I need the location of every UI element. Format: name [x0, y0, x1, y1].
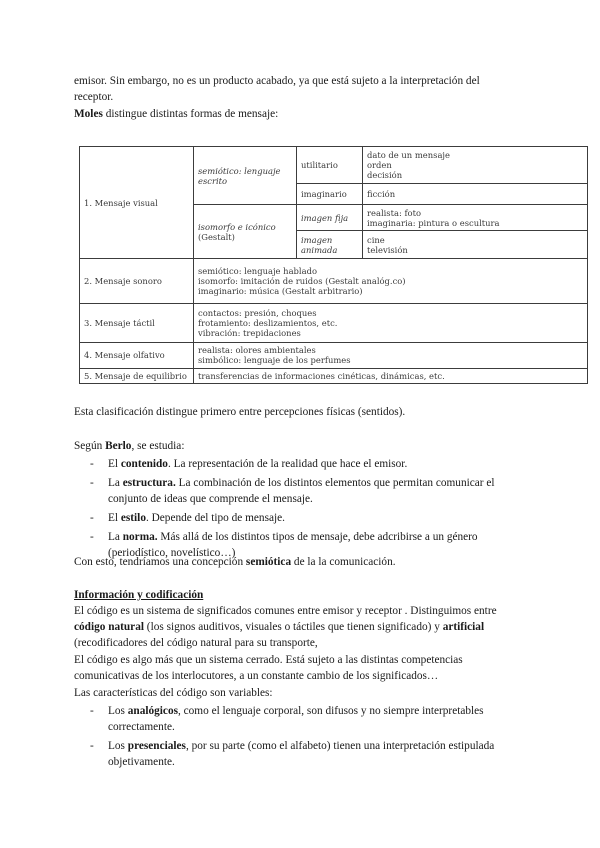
clasificacion-text: Esta clasificación distingue primero entre percepciones físicas (sentidos).: [74, 406, 406, 418]
codigo-cerrado-text: El código es algo más que un sistema cerrado. Está sujeto a las distintas competencias comunicativas de los interlocutores, a un constante cambio de los significados…: [74, 654, 463, 682]
sonoro-label: 2. Mensaje sonoro: [80, 259, 194, 304]
equilibrio-content: transferencias de informaciones cinéticas, dinámicas, etc.: [194, 368, 588, 383]
moles-text: distingue distintas formas de mensaje:: [102, 108, 279, 120]
olfativo-content: realista: olores ambientales simbólico: lenguaje de los perfumes: [194, 343, 588, 369]
clasificacion-paragraph: [74, 404, 526, 420]
list-item: - Los analógicos, como el lenguaje corporal, son difusos y no siempre interpretables correctamente.: [74, 703, 526, 735]
visual-semiotico: semiótico: lenguaje escrito: [194, 147, 297, 205]
list-item: - Los presenciales, por su parte (como el alfabeto) tienen una interpretación estipulada objetivamente.: [74, 738, 526, 770]
visual-examples-3: realista: foto imaginaria: pintura o escultura: [363, 205, 588, 231]
codigo-cerrado-paragraph: [74, 652, 526, 684]
codigo-list: [74, 703, 526, 773]
berlo-name: Berlo: [105, 440, 132, 452]
section-heading-text: Información y codificación: [74, 589, 204, 601]
tactil-content: contactos: presión, choques frotamiento: deslizamientos, etc. vibración: trepidaciones: [194, 304, 588, 343]
visual-type-1: utilitario: [297, 147, 363, 184]
berlo-conclusion: Con esto, tendríamos una concepción semiótica de la la comunicación.: [74, 556, 396, 568]
berlo-intro: Según Berlo, se estudia:: [74, 440, 185, 452]
berlo-list: [74, 456, 526, 564]
tactil-label: 3. Mensaje táctil: [80, 304, 194, 343]
visual-examples-2: ficción: [363, 183, 588, 205]
sonoro-content: semiótico: lenguaje hablado isomorfo: imitación de ruidos (Gestalt analóg.co) imaginario: música (Gestalt arbitrario): [194, 259, 588, 304]
caracteristicas-paragraph: [74, 685, 526, 701]
visual-type-4: imagen animada: [297, 231, 363, 259]
moles-paragraph: [74, 106, 526, 122]
list-item: - La norma. Más allá de los distintos tipos de mensaje, debe adcribirse a un género (periodístico, novelístico…): [74, 529, 526, 561]
equilibrio-label: 5. Mensaje de equilibrio: [80, 368, 194, 383]
section-heading: [74, 587, 526, 603]
visual-examples-1: dato de un mensaje orden decisión: [363, 147, 588, 184]
visual-type-3: imagen fija: [297, 205, 363, 231]
visual-isomorfo: isomorfo e icónico (Gestalt): [194, 205, 297, 259]
olfativo-label: 4. Mensaje olfativo: [80, 343, 194, 369]
intro-paragraph: [74, 73, 526, 105]
list-item: - El contenido. La representación de la realidad que hace el emisor.: [74, 456, 526, 472]
intro-line-2: receptor.: [74, 91, 114, 103]
moles-name: Moles: [74, 108, 103, 120]
intro-line-1: emisor. Sin embargo, no es un producto acabado, ya que está sujeto a la interpretación del: [74, 75, 480, 87]
visual-examples-4: cine televisión: [363, 231, 588, 259]
list-item: - El estilo. Depende del tipo de mensaje.: [74, 510, 526, 526]
list-item: - La estructura. La combinación de los distintos elementos que permitan comunicar el conjunto de ideas que comprende el mensaje.: [74, 475, 526, 507]
visual-label: 1. Mensaje visual: [80, 147, 194, 259]
message-classification-table: [79, 146, 587, 384]
caracteristicas-text: Las características del código son variables:: [74, 687, 273, 699]
codigo-paragraph: El código es un sistema de significados comunes entre emisor y receptor . Distinguimos entre código natural (los signos auditivos, visuales o táctiles que tienen significado) y artificial (recodificadores del código natural para su transporte,: [74, 605, 497, 649]
visual-type-2: imaginario: [297, 183, 363, 205]
